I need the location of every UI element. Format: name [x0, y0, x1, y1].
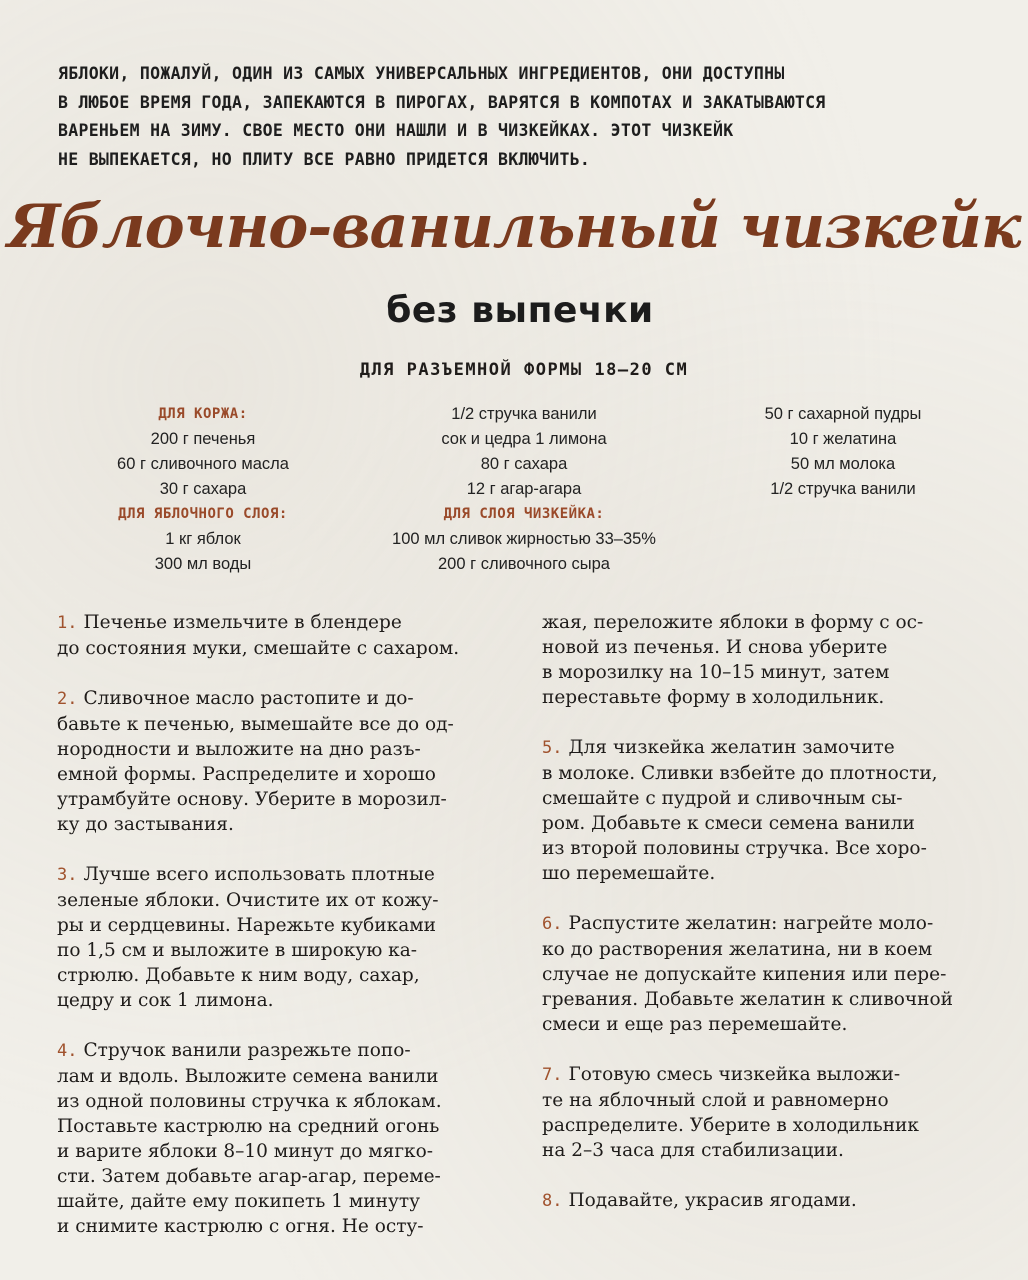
step-line — [542, 635, 997, 660]
step-line — [57, 1189, 507, 1214]
step-text: и снимите кастрюлю с огня. Не осту- — [57, 1216, 424, 1237]
form-size-note: ДЛЯ РАЗЪЕМНОЙ ФОРМЫ 18–20 СМ — [359, 360, 689, 380]
ingredient-item: 12 г агар-агара — [466, 480, 582, 498]
step-line — [57, 610, 507, 636]
step-text: Стручок ванили разрежьте попо- — [83, 1040, 411, 1061]
step-line — [57, 938, 507, 963]
step-line — [57, 686, 507, 712]
step-text: сти. Затем добавьте агар-агар, переме- — [57, 1166, 441, 1187]
recipe-step — [542, 610, 997, 710]
ingredient-item: 200 г печенья — [150, 430, 256, 448]
step-text: Распустите желатин: нагрейте моло- — [568, 913, 934, 934]
step-text: стрюлю. Добавьте к ним воду, сахар, — [57, 965, 420, 986]
step-text: нородности и выложите на дно разъ- — [57, 739, 421, 760]
step-line — [542, 987, 997, 1012]
intro-text — [58, 60, 998, 174]
step-text: цедру и сок 1 лимона. — [57, 990, 274, 1011]
step-line — [542, 610, 997, 635]
step-line — [542, 1113, 997, 1138]
step-line — [542, 1138, 997, 1163]
recipe-step — [57, 686, 507, 837]
step-text: новой из печенья. И снова уберите — [542, 637, 888, 658]
recipe-step — [542, 735, 997, 886]
recipe-title: Яблочно-ванильный чизкейк — [7, 192, 1021, 262]
recipe-step — [542, 911, 997, 1037]
step-line — [57, 762, 507, 787]
step-text: бавьте к печенью, вымешайте все до од- — [57, 714, 454, 735]
step-line — [542, 761, 997, 786]
step-text: в молоке. Сливки взбейте до плотности, — [542, 763, 938, 784]
step-line — [57, 988, 507, 1013]
step-line — [542, 937, 997, 962]
step-line — [542, 911, 997, 937]
step-text: Печенье измельчите в блендере — [83, 612, 402, 633]
ingredient-item: 300 мл воды — [154, 555, 252, 573]
step-line — [542, 735, 997, 761]
ingredient-section-header: ДЛЯ ЯБЛОЧНОГО СЛОЯ: — [118, 506, 288, 522]
step-line — [57, 712, 507, 737]
step-text: лам и вдоль. Выложите семена ванили — [57, 1066, 439, 1087]
step-text: ром. Добавьте к смеси семена ванили — [542, 813, 915, 834]
step-line — [57, 636, 507, 661]
step-line — [57, 1214, 507, 1239]
recipe-step — [542, 1188, 997, 1214]
step-text: в морозилку на 10–15 минут, затем — [542, 662, 890, 683]
step-line — [542, 861, 997, 886]
ingredient-item: 80 г сахара — [480, 455, 568, 473]
step-number: 6. — [542, 914, 563, 934]
step-line — [542, 836, 997, 861]
step-line — [57, 913, 507, 938]
step-text: ку до застывания. — [57, 814, 234, 835]
step-line — [57, 1114, 507, 1139]
step-line — [542, 1188, 997, 1214]
step-line — [542, 1088, 997, 1113]
step-text: жая, переложите яблоки в форму с ос- — [542, 612, 924, 633]
ingredients-column-2 — [374, 402, 674, 577]
step-line — [57, 1089, 507, 1114]
step-text: ры и сердцевины. Нарежьте кубиками — [57, 915, 436, 936]
step-line — [542, 962, 997, 987]
ingredient-item: 10 г желатина — [789, 430, 897, 448]
step-text: смеси и еще раз перемешайте. — [542, 1014, 848, 1035]
ingredient-item: 60 г сливочного масла — [117, 455, 289, 473]
step-line — [57, 812, 507, 837]
intro-line: ВАРЕНЬЕМ НА ЗИМУ. СВОЕ МЕСТО ОНИ НАШЛИ И В ЧИЗКЕЙКАХ. ЭТОТ ЧИЗКЕЙК — [58, 121, 734, 140]
ingredient-item: 50 г сахарной пудры — [764, 405, 922, 423]
intro-line: ЯБЛОКИ, ПОЖАЛУЙ, ОДИН ИЗ САМЫХ УНИВЕРСАЛЬНЫХ ИНГРЕДИЕНТОВ, ОНИ ДОСТУПНЫ — [58, 64, 785, 83]
step-line — [57, 737, 507, 762]
step-text: Для чизкейка желатин замочите — [568, 737, 895, 758]
step-text: гревания. Добавьте желатин к сливочной — [542, 989, 953, 1010]
step-text: распределите. Уберите в холодильник — [542, 1115, 919, 1136]
ingredient-item: 100 мл сливок жирностью 33–35% — [392, 530, 656, 548]
step-text: шо перемешайте. — [542, 863, 716, 884]
recipe-step — [542, 1062, 997, 1163]
steps-column-left — [57, 610, 507, 1264]
step-line — [542, 1062, 997, 1088]
recipe-step — [57, 1038, 507, 1239]
step-line — [542, 1012, 997, 1037]
step-number: 3. — [57, 865, 78, 885]
step-line — [57, 1139, 507, 1164]
intro-line: В ЛЮБОЕ ВРЕМЯ ГОДА, ЗАПЕКАЮТСЯ В ПИРОГАХ, ВАРЯТСЯ В КОМПОТАХ И ЗАКАТЫВАЮТСЯ — [58, 92, 826, 112]
step-line — [57, 963, 507, 988]
step-line — [57, 1164, 507, 1189]
step-line — [57, 888, 507, 913]
ingredient-item: 1/2 стручка ванили — [451, 405, 597, 423]
step-line — [542, 685, 997, 710]
step-number: 4. — [57, 1041, 78, 1061]
step-text: Сливочное масло растопите и до- — [83, 688, 414, 709]
step-text: емной формы. Распределите и хорошо — [57, 764, 436, 785]
ingredient-item: 200 г сливочного сыра — [438, 555, 610, 573]
step-text: Поставьте кастрюлю на средний огонь — [57, 1116, 440, 1137]
step-number: 8. — [542, 1191, 563, 1211]
step-number: 5. — [542, 738, 563, 758]
ingredients-column-3 — [693, 402, 993, 502]
step-number: 7. — [542, 1065, 563, 1085]
step-line — [542, 811, 997, 836]
step-text: утрамбуйте основу. Уберите в морозил- — [57, 789, 447, 810]
step-text: случае не допускайте кипения или пере- — [542, 964, 947, 985]
recipe-subtitle: без выпечки — [386, 290, 654, 331]
ingredients-column-1 — [53, 402, 353, 577]
step-number: 2. — [57, 689, 78, 709]
intro-line: НЕ ВЫПЕКАЕТСЯ, НО ПЛИТУ ВСЕ РАВНО ПРИДЕТСЯ ВКЛЮЧИТЬ. — [58, 149, 591, 169]
step-text: смешайте с пудрой и сливочным сы- — [542, 788, 903, 809]
step-text: по 1,5 см и выложите в широкую ка- — [57, 940, 418, 961]
step-text: Лучше всего использовать плотные — [83, 864, 435, 885]
step-text: до состояния муки, смешайте с сахаром. — [57, 638, 460, 659]
step-text: из второй половины стручка. Все хоро- — [542, 838, 927, 859]
ingredient-item: 50 мл молока — [790, 455, 896, 473]
step-line — [57, 1064, 507, 1089]
step-line — [57, 787, 507, 812]
step-text: те на яблочный слой и равномерно — [542, 1090, 889, 1111]
step-text: ко до растворения желатина, ни в коем — [542, 939, 933, 960]
step-number: 1. — [57, 613, 78, 633]
ingredient-item: 1/2 стручка ванили — [770, 480, 916, 498]
step-line — [57, 862, 507, 888]
ingredient-item: 1 кг яблок — [165, 530, 241, 548]
ingredient-section-header: ДЛЯ КОРЖА: — [158, 406, 248, 422]
step-text: шайте, дайте ему покипеть 1 минуту — [57, 1191, 420, 1212]
step-text: на 2–3 часа для стабилизации. — [542, 1140, 844, 1161]
step-text: из одной половины стручка к яблокам. — [57, 1091, 442, 1112]
recipe-step — [57, 610, 507, 661]
step-text: и варите яблоки 8–10 минут до мягко- — [57, 1141, 433, 1162]
step-line — [57, 1038, 507, 1064]
step-line — [542, 660, 997, 685]
step-text: Подавайте, украсив ягодами. — [568, 1190, 857, 1211]
ingredient-item: сок и цедра 1 лимона — [441, 430, 607, 448]
ingredient-section-header: ДЛЯ СЛОЯ ЧИЗКЕЙКА: — [443, 506, 605, 522]
step-text: зеленые яблоки. Очистите их от кожу- — [57, 890, 439, 911]
recipe-step — [57, 862, 507, 1013]
steps-column-right — [542, 610, 997, 1239]
step-text: переставьте форму в холодильник. — [542, 687, 885, 708]
step-text: Готовую смесь чизкейка выложи- — [568, 1064, 901, 1085]
step-line — [542, 786, 997, 811]
ingredient-item: 30 г сахара — [159, 480, 247, 498]
